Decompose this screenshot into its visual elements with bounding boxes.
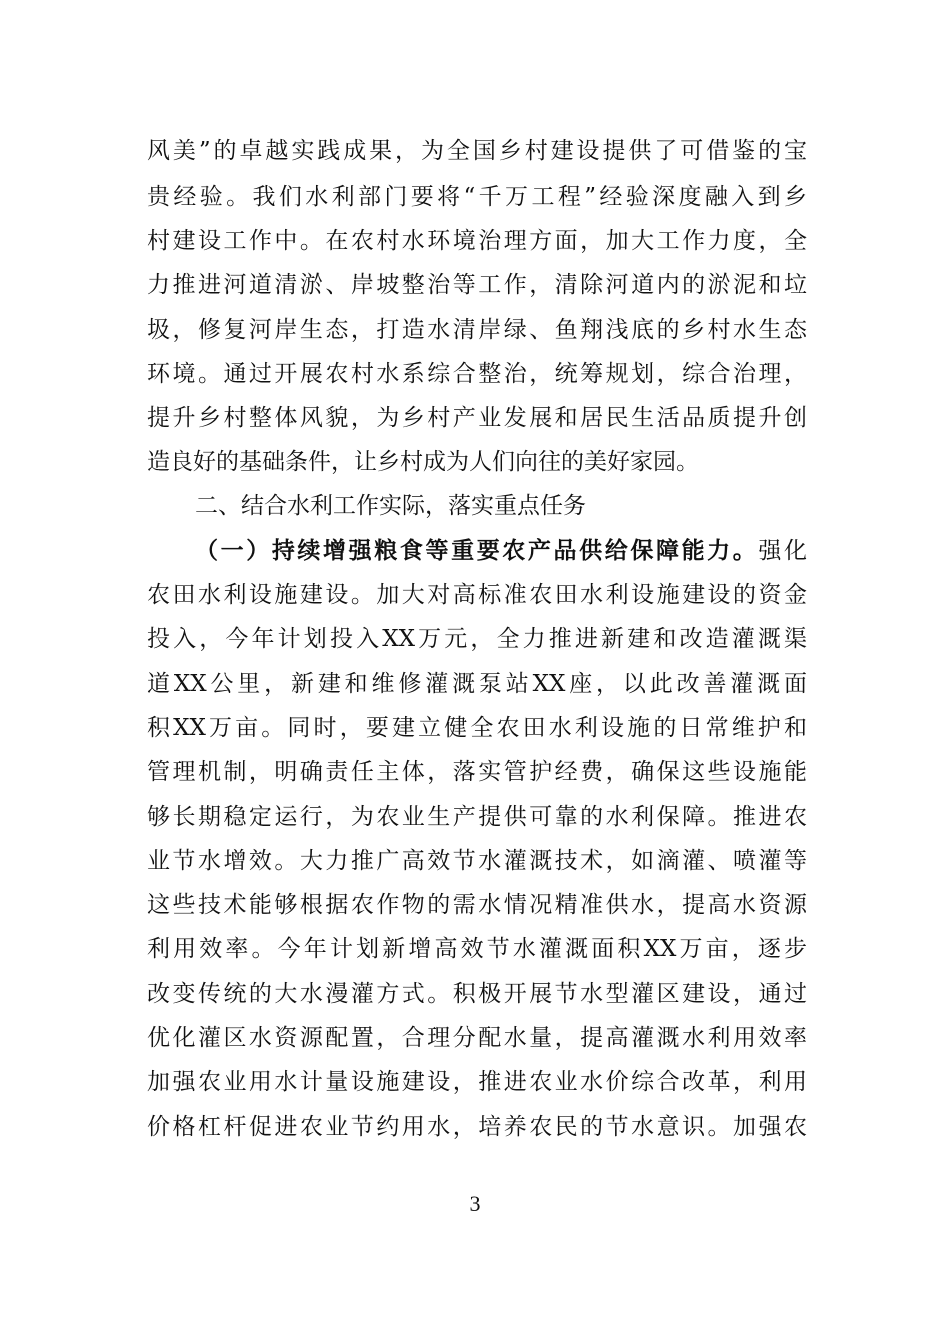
body-text-line: 够长期稳定运行，为农业生产提供可靠的水利保障。推进农 (147, 804, 807, 830)
body-text-line: 环境。通过开展农村水系综合整治，统筹规划，综合治理， (147, 361, 807, 387)
body-text-line: 业节水增效。大力推广高效节水灌溉技术，如滴灌、喷灌等 (147, 848, 807, 874)
body-text-line: 改变传统的大水漫灌方式。积极开展节水型灌区建设，通过 (147, 981, 807, 1007)
body-text-line: 优化灌区水资源配置，合理分配水量，提高灌溉水利用效率 (147, 1025, 807, 1051)
body-text-line: 圾，修复河岸生态，打造水清岸绿、鱼翔浅底的乡村水生态 (147, 317, 807, 343)
body-text-line: 管理机制，明确责任主体，落实管护经费，确保这些设施能 (147, 759, 807, 785)
subsection-first-line (195, 536, 807, 566)
body-text-line: 力推进河道清淤、岸坡整治等工作，清除河道内的淤泥和垃 (147, 272, 807, 298)
body-text-line: 贵经验。我们水利部门要将“千万工程”经验深度融入到乡 (147, 184, 807, 210)
body-text-line: 村建设工作中。在农村水环境治理方面，加大工作力度，全 (147, 228, 807, 254)
body-text-line: 提升乡村整体风貌，为乡村产业发展和居民生活品质提升创 (147, 405, 807, 431)
body-text-line: 加强农业用水计量设施建设，推进农业水价综合改革，利用 (147, 1069, 807, 1095)
body-text-line: 道XX公里，新建和维修灌溉泵站XX座，以此改善灌溉面 (147, 671, 807, 697)
body-text-line: 农田水利设施建设。加大对高标准农田水利设施建设的资金 (147, 582, 807, 608)
body-text-line: 积XX万亩。同时，要建立健全农田水利设施的日常维护和 (147, 715, 807, 741)
body-text-line: 价格杠杆促进农业节约用水，培养农民的节水意识。加强农 (147, 1114, 807, 1140)
body-text-run: 强化 (758, 538, 808, 564)
body-text-line: 造良好的基础条件，让乡村成为人们向往的美好家园。 (147, 449, 699, 475)
section-heading: 二、结合水利工作实际，落实重点任务 (195, 493, 586, 519)
body-text-line: 这些技术能够根据农作物的需水情况精准供水，提高水资源 (147, 892, 807, 918)
body-text-line: 利用效率。今年计划新增高效节水灌溉面积XX万亩，逐步 (147, 936, 807, 962)
body-text-line: 投入，今年计划投入XX万元，全力推进新建和改造灌溉渠 (147, 626, 807, 652)
page-number: 3 (469, 1191, 481, 1216)
subsection-heading: （一）持续增强粮食等重要农产品供给保障能力。 (195, 537, 759, 564)
body-text-line: 风美”的卓越实践成果，为全国乡村建设提供了可借鉴的宝 (147, 138, 807, 164)
